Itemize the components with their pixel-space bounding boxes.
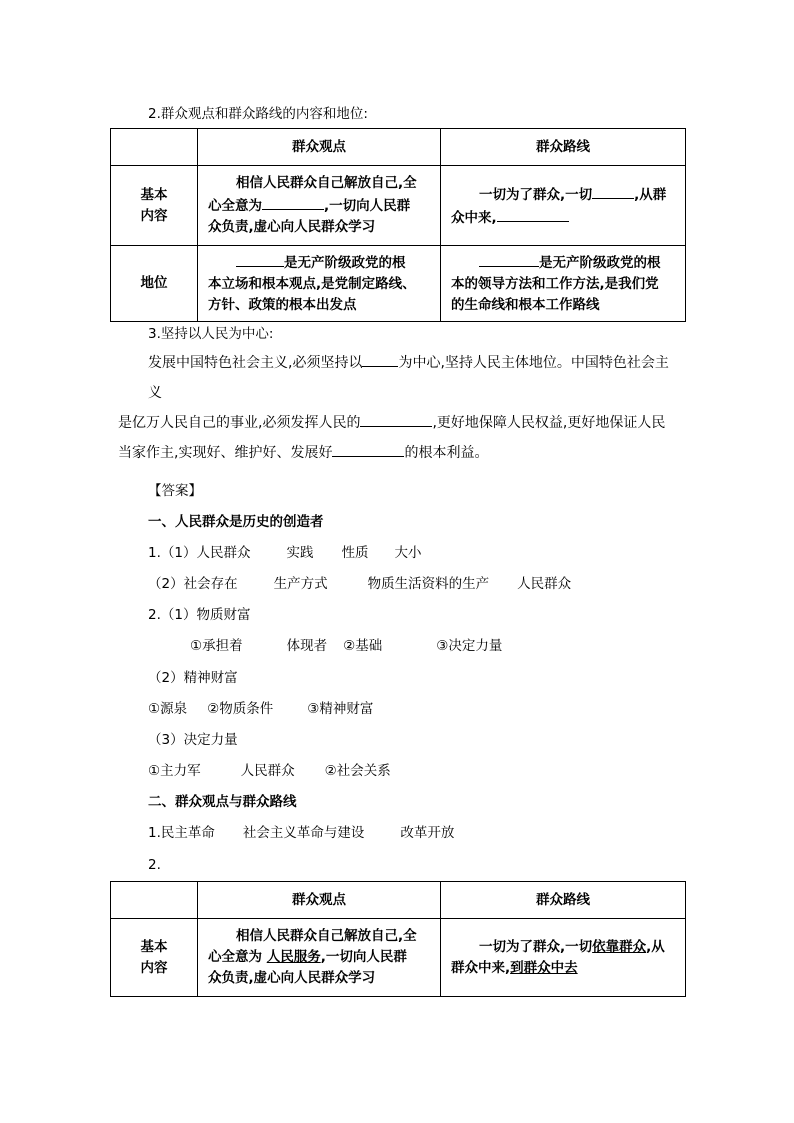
label-line-2: 内容 xyxy=(140,959,168,976)
cell-line-content xyxy=(441,166,686,246)
answer-item: 实践 xyxy=(286,545,314,561)
answer-item: 生产方式 xyxy=(273,576,328,592)
cell-text-with-answer xyxy=(208,947,430,968)
cell-view-position xyxy=(198,246,441,322)
para-text: 是亿万人民自己的事业,必须发挥人民的 xyxy=(118,415,361,431)
cell-text: 一切为了群众,一切 xyxy=(479,186,593,203)
section3-title: 3.坚持以人民为中心: xyxy=(148,326,274,342)
answer-item: ①源泉 xyxy=(148,701,188,717)
para-line-1 xyxy=(118,348,678,408)
answer-item: 人民群众 xyxy=(240,763,295,779)
header-mass-line: 群众路线 xyxy=(441,129,686,166)
cell-view-content xyxy=(198,166,441,246)
cell-text: ,从群 xyxy=(634,186,667,203)
answer-item: ②社会关系 xyxy=(324,763,391,779)
table-corner xyxy=(111,129,198,166)
fill-blank xyxy=(592,183,634,199)
cell-text: 的生命线和根本工作路线 xyxy=(451,297,600,313)
cell-text-with-blank xyxy=(451,206,675,229)
para-line-2 xyxy=(118,408,678,438)
label-line-1: 基本 xyxy=(140,938,168,955)
fill-blank xyxy=(479,251,539,267)
answer-item: ③精神财富 xyxy=(307,701,374,717)
answer-item: 大小 xyxy=(394,545,422,561)
fill-blank xyxy=(360,411,432,427)
answer-fill: 依靠群众 xyxy=(592,938,647,955)
answer-heading-2: 二、群众观点与群众路线 xyxy=(148,794,297,810)
cell-text-with-answer xyxy=(451,937,675,958)
cell-text: 相信人民群众自己解放自己,全 xyxy=(236,928,417,944)
answer-line-3: 2.（1）物质财富 xyxy=(148,607,251,623)
cell-text: 本的领导方法和工作方法,是我们党 xyxy=(451,276,659,292)
answer-line-8 xyxy=(148,761,391,781)
answer-item: 改革开放 xyxy=(400,825,455,841)
answer-item: 人民群众 xyxy=(517,576,572,592)
para-text: 为中心,坚持人民主体地位。中国特色社会主义 xyxy=(148,355,669,401)
cell-line-content xyxy=(441,919,686,997)
para-text: 发展中国特色社会主义,必须坚持以 xyxy=(148,355,363,371)
para-text: 当家作主,实现好、维护好、发展好 xyxy=(118,445,333,461)
cell-text: 本立场和根本观点,是党制定路线、 xyxy=(208,276,416,292)
answer-line-4 xyxy=(190,636,502,656)
cell-view-content xyxy=(198,919,441,997)
cell-text: 一切为了群众,一切 xyxy=(479,938,593,955)
people-centered-paragraph xyxy=(118,348,678,468)
cell-text: 相信人民群众自己解放自己,全 xyxy=(236,175,417,191)
para-text: ,更好地保障人民权益,更好地保证人民 xyxy=(432,415,666,431)
fill-blank xyxy=(236,251,284,267)
table-views-and-line xyxy=(110,128,686,322)
answer-item: ①承担着 xyxy=(190,638,243,654)
answer-item: 1.（1）人民群众 xyxy=(148,545,251,561)
fill-blank xyxy=(362,351,398,367)
cell-text-with-answer xyxy=(451,958,675,979)
header-mass-view: 群众观点 xyxy=(198,882,441,919)
section2-title: 2.群众观点和群众路线的内容和地位: xyxy=(148,106,368,122)
answer-title: 【答案】 xyxy=(148,483,202,499)
answer-line-7: （3）决定力量 xyxy=(148,732,238,748)
answer-item: 体现者 xyxy=(286,638,328,654)
row-position-label: 地位 xyxy=(111,246,198,322)
para-line-3 xyxy=(118,438,678,468)
table-answer xyxy=(110,881,686,997)
cell-text: 群众中来, xyxy=(451,959,511,976)
cell-text: 方针、政策的根本出发点 xyxy=(208,297,357,313)
cell-text-with-blank xyxy=(208,194,430,217)
row-basic-content-label xyxy=(111,166,198,246)
fill-blank xyxy=(497,206,569,222)
cell-text: 众中来, xyxy=(451,209,497,226)
cell-text: 是无产阶级政党的根 xyxy=(284,255,406,271)
header-mass-line: 群众路线 xyxy=(441,882,686,919)
answer-item: ③决定力量 xyxy=(436,638,503,654)
answer-item: ②基础 xyxy=(343,638,383,654)
answer-line-2 xyxy=(148,574,571,594)
answer-item: ②物质条件 xyxy=(207,701,274,717)
cell-text-with-blank xyxy=(451,183,675,206)
answer-line-10: 2. xyxy=(148,857,161,873)
cell-text-with-blank xyxy=(451,251,675,274)
answer-line-5: （2）精神财富 xyxy=(148,670,238,686)
cell-text-with-blank xyxy=(208,251,430,274)
answer-item: 社会主义革命与建设 xyxy=(242,825,365,841)
cell-text: 心全意为 xyxy=(208,198,262,214)
header-mass-view: 群众观点 xyxy=(198,129,441,166)
cell-text: 众负责,虚心向人民群众学习 xyxy=(208,970,376,986)
label-line-2: 内容 xyxy=(140,207,168,224)
answer-fill: 人民服务 xyxy=(266,949,321,965)
row-basic-content-label xyxy=(111,919,198,997)
para-text: 的根本利益。 xyxy=(404,445,489,461)
cell-text: 是无产阶级政党的根 xyxy=(539,255,661,271)
answer-item: 物质生活资料的生产 xyxy=(367,576,490,592)
cell-text: ,从 xyxy=(646,938,665,955)
fill-blank xyxy=(262,194,324,210)
label-line-1: 基本 xyxy=(140,186,168,203)
fill-blank xyxy=(332,441,404,457)
answer-item: （2）社会存在 xyxy=(148,576,238,592)
answer-item: ①主力军 xyxy=(148,763,201,779)
answer-line-6 xyxy=(148,699,373,719)
cell-text: 众负责,虚心向人民群众学习 xyxy=(208,219,376,235)
answer-line-1 xyxy=(148,543,421,563)
answer-line-9 xyxy=(148,823,454,843)
answer-item: 1.民主革命 xyxy=(148,825,215,841)
cell-text: ,一切向人民群 xyxy=(324,198,411,214)
cell-text: ,一切向人民群 xyxy=(320,949,407,965)
answer-heading-1: 一、人民群众是历史的创造者 xyxy=(148,514,324,530)
answer-item: 性质 xyxy=(341,545,369,561)
cell-line-position xyxy=(441,246,686,322)
table-corner xyxy=(111,882,198,919)
cell-text: 心全意为 xyxy=(208,949,262,965)
answer-fill: 到群众中去 xyxy=(510,959,578,976)
